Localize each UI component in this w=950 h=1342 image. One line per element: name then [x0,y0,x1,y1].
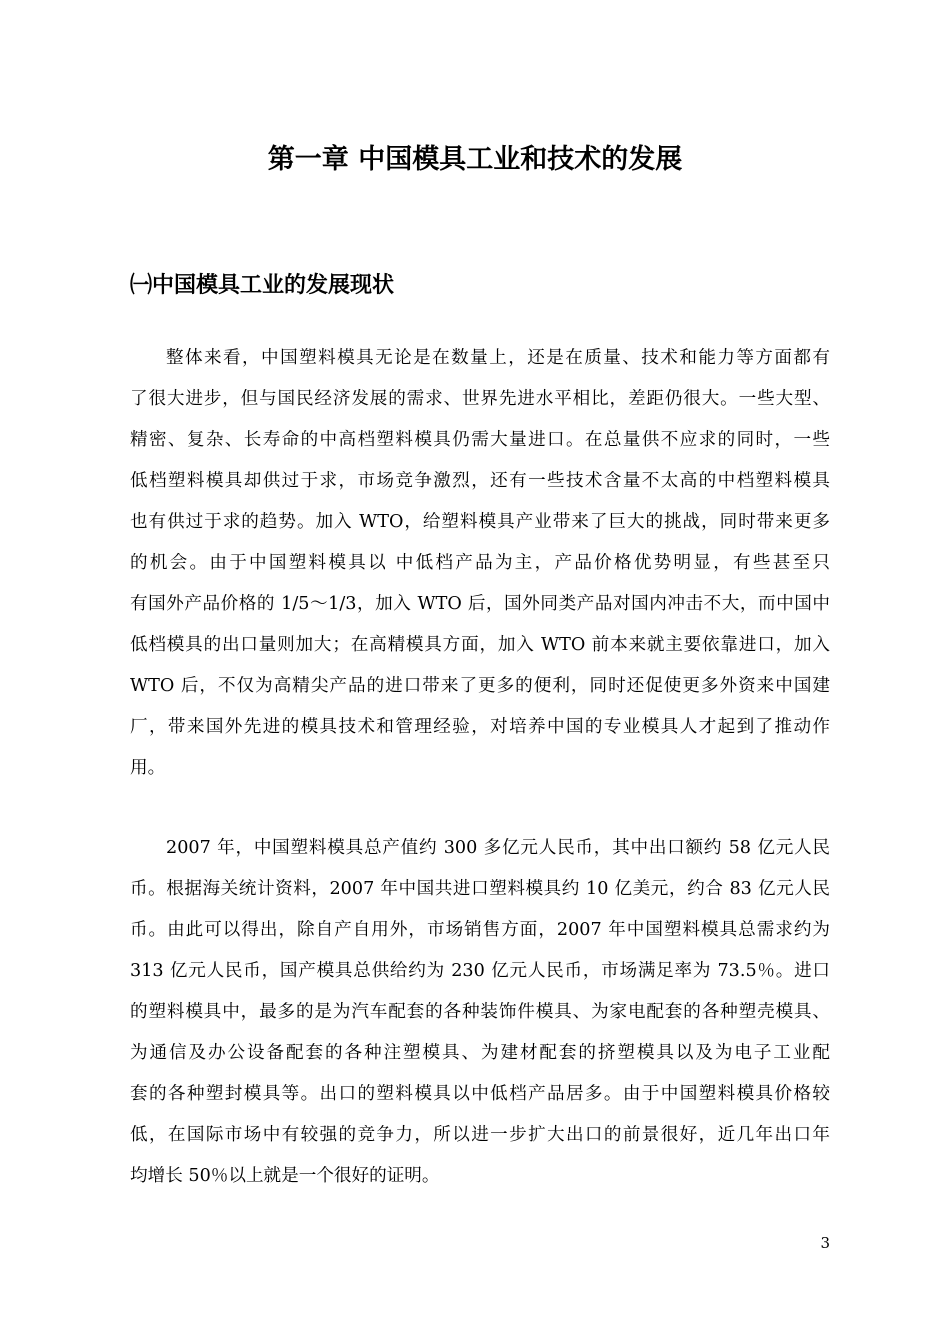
paragraph-line: 低档模具的出口量则加大；在高精模具方面，加入 WTO 前本来就主要依靠进口，加入 [130,635,830,655]
paragraph-line: 整体来看，中国塑料模具无论是在数量上，还是在质量、技术和能力等方面都有 [166,348,830,368]
paragraph-line: 也有供过于求的趋势。加入 WTO，给塑料模具产业带来了巨大的挑战，同时带来更多 [130,512,830,532]
paragraph-1 [130,338,830,789]
section-title: ㈠中国模具工业的发展现状 [130,273,395,298]
paragraph-line: 了很大进步，但与国民经济发展的需求、世界先进水平相比，差距仍很大。一些大型、 [130,389,830,409]
paragraph-line: 币。由此可以得出，除自产自用外，市场销售方面，2007 年中国塑料模具总需求约为 [130,920,830,940]
paragraph-line: 套的各种塑封模具等。出口的塑料模具以中低档产品居多。由于中国塑料模具价格较 [130,1084,830,1104]
paragraph-line: 313 亿元人民币，国产模具总供给约为 230 亿元人民币，市场满足率为 73.5％。进口 [130,961,830,981]
paragraph-line: 有国外产品价格的 1/5～1/3，加入 WTO 后，国外同类产品对国内冲击不大，而中国中 [130,594,830,614]
paragraph-line: 2007 年，中国塑料模具总产值约 300 多亿元人民币，其中出口额约 58 亿元人民 [166,838,830,858]
paragraph-line: 低档塑料模具却供过于求，市场竞争激烈，还有一些技术含量不太高的中档塑料模具 [130,471,830,491]
paragraph-line: 精密、复杂、长寿命的中高档塑料模具仍需大量进口。在总量供不应求的同时，一些 [130,430,830,450]
paragraph-line: 厂，带来国外先进的模具技术和管理经验，对培养中国的专业模具人才起到了推动作 [130,717,830,737]
paragraph-line: 均增长 50％以上就是一个很好的证明。 [130,1166,440,1186]
page-number: 3 [820,1234,830,1252]
chapter-title: 第一章 中国模具工业和技术的发展 [267,144,683,175]
paragraph-line: WTO 后，不仅为高精尖产品的进口带来了更多的便利，同时还促使更多外资来中国建 [130,676,830,696]
paragraph-line: 币。根据海关统计资料，2007 年中国共进口塑料模具约 10 亿美元，约合 83 亿元人民 [130,879,830,899]
paragraph-line: 的机会。由于中国塑料模具以 中低档产品为主，产品价格优势明显，有些甚至只 [130,553,830,573]
paragraph-2 [130,828,830,1197]
paragraph-line: 用。 [130,758,166,778]
paragraph-line: 低，在国际市场中有较强的竞争力，所以进一步扩大出口的前景很好，近几年出口年 [130,1125,830,1145]
paragraph-line: 的塑料模具中，最多的是为汽车配套的各种装饰件模具、为家电配套的各种塑壳模具、 [130,1002,830,1022]
paragraph-line: 为通信及办公设备配套的各种注塑模具、为建材配套的挤塑模具以及为电子工业配 [130,1043,830,1063]
